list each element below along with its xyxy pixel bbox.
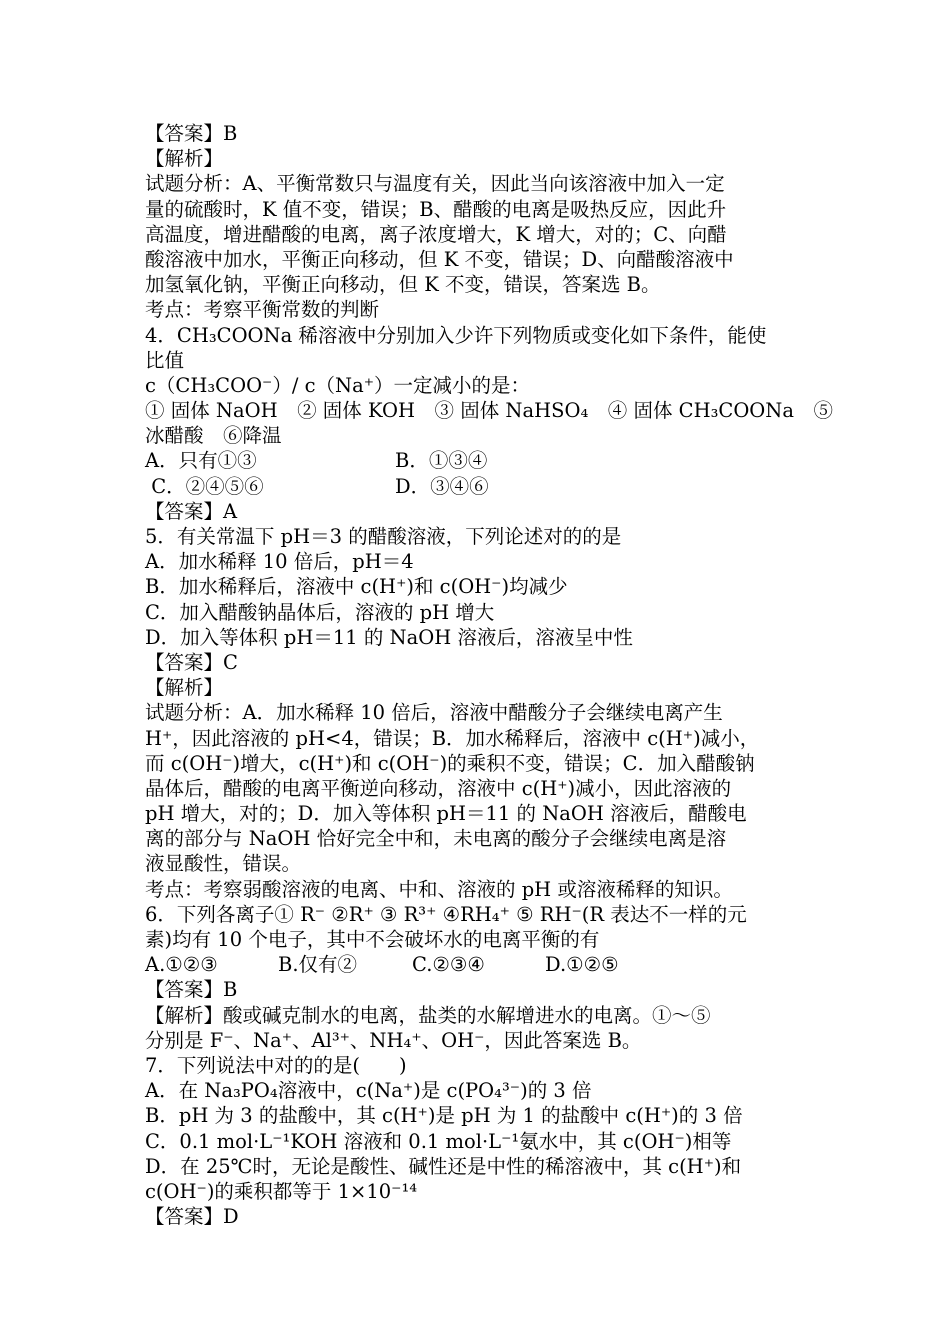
option-a: A．在 Na₃PO₄溶液中，c(Na⁺)是 c(PO₄³⁻)的 3 倍 <box>145 1079 592 1103</box>
answer-label: 【答案】B <box>145 978 238 1002</box>
text-line: 加氢氧化钠，平衡正向移动，但 K 不变，错误，答案选 B。 <box>145 273 661 297</box>
text-line: 比值 <box>145 348 185 372</box>
option-c: C．②④⑤⑥ <box>145 474 264 498</box>
knowledge-point: 考点：考察弱酸溶液的电离、中和、溶液的 pH 或溶液稀释的知识。 <box>145 877 733 901</box>
option-c: C.②③④ <box>412 953 485 977</box>
answer-label: 【答案】A <box>145 499 238 523</box>
text-line: 分别是 F⁻、Na⁺、Al³⁺、NH₄⁺、OH⁻，因此答案选 B。 <box>145 1028 642 1052</box>
text-line: 液显酸性，错误。 <box>145 852 302 876</box>
option-b: B．pH 为 3 的盐酸中，其 c(H⁺)是 pH 为 1 的盐酸中 c(H⁺)的 3 倍 <box>145 1104 743 1128</box>
analysis-line: 【解析】酸或碱克制水的电离，盐类的水解增进水的电离。①～⑤ <box>145 1003 711 1027</box>
text-line: H⁺，因此溶液的 pH<4，错误；B．加水稀释后，溶液中 c(H⁺)减小， <box>145 726 760 750</box>
q4-options-row-2 <box>145 474 815 499</box>
q4-options-row-1 <box>145 448 815 473</box>
question-4: 4．CH₃COONa 稀溶液中分别加入少许下列物质或变化如下条件，能使 <box>145 323 767 347</box>
option-d: D．③④⑥ <box>395 474 489 498</box>
text-line: 酸溶液中加水，平衡正向移动，但 K 不变，错误；D、向醋酸溶液中 <box>145 247 734 271</box>
text-line: 离的部分与 NaOH 恰好完全中和，未电离的酸分子会继续电离是溶 <box>145 827 727 851</box>
option-d: D．加入等体积 pH＝11 的 NaOH 溶液后，溶液呈中性 <box>145 625 633 649</box>
analysis-label: 【解析】 <box>145 147 224 171</box>
option-c: C．加入醋酸钠晶体后，溶液的 pH 增大 <box>145 600 495 624</box>
text-line: 试题分析：A、平衡常数只与温度有关，因此当向该溶液中加入一定 <box>145 172 725 196</box>
option-d: D．在 25℃时，无论是酸性、碱性还是中性的稀溶液中，其 c(H⁺)和 <box>145 1154 742 1178</box>
option-b: B．①③④ <box>395 449 488 473</box>
text-line: ① 固体 NaOH ② 固体 KOH ③ 固体 NaHSO₄ ④ 固体 CH₃COONa ⑤ <box>145 399 833 423</box>
question-7: 7．下列说法中对的的是( ) <box>145 1053 407 1077</box>
text-line: 晶体后，醋酸的电离平衡逆向移动，溶液中 c(H⁺)减小，因此溶液的 <box>145 776 732 800</box>
text-line: c(OH⁻)的乘积都等于 1×10⁻¹⁴ <box>145 1179 418 1203</box>
question-6: 6．下列各离子① R⁻ ②R⁺ ③ R³⁺ ④RH₄⁺ ⑤ RH⁻(R 表达不一样的元 <box>145 902 747 926</box>
text-line: 素)均有 10 个电子，其中不会破坏水的电离平衡的有 <box>145 928 600 951</box>
text-line: 量的硫酸时，K 值不变，错误；B、醋酸的电离是吸热反应，因此升 <box>145 197 727 221</box>
option-a: A．加水稀释 10 倍后，pH＝4 <box>145 550 414 574</box>
analysis-label: 【解析】 <box>145 676 224 700</box>
q6-options-row <box>145 952 815 977</box>
document-body <box>145 121 833 1229</box>
option-b: B．加水稀释后，溶液中 c(H⁺)和 c(OH⁻)均减少 <box>145 575 568 599</box>
knowledge-point: 考点：考察平衡常数的判断 <box>145 298 380 322</box>
answer-label: 【答案】D <box>145 1205 239 1229</box>
question-5: 5．有关常温下 pH＝3 的醋酸溶液，下列论述对的的是 <box>145 525 622 548</box>
text-line: 冰醋酸 ⑥降温 <box>145 424 282 448</box>
option-a: A．只有①③ <box>145 449 257 473</box>
option-c: C．0.1 mol·L⁻¹KOH 溶液和 0.1 mol·L⁻¹氨水中，其 c(OH⁻)相等 <box>145 1129 732 1153</box>
option-a: A.①②③ <box>145 953 218 977</box>
option-d: D.①②⑤ <box>545 953 619 977</box>
text-line: 试题分析：A．加水稀释 10 倍后，溶液中醋酸分子会继续电离产生 <box>145 701 723 725</box>
text-line: c（CH₃COO⁻）/ c（Na⁺）一定减小的是： <box>145 373 531 397</box>
answer-label: 【答案】B <box>145 122 238 145</box>
text-line: 高温度，增进醋酸的电离，离子浓度增大，K 增大，对的；C、向醋 <box>145 222 727 246</box>
option-b: B.仅有② <box>278 953 358 977</box>
answer-label: 【答案】C <box>145 650 238 674</box>
text-line: 而 c(OH⁻)增大，c(H⁺)和 c(OH⁻)的乘积不变，错误；C．加入醋酸钠 <box>145 751 755 775</box>
text-line: pH 增大，对的；D．加入等体积 pH＝11 的 NaOH 溶液后，醋酸电 <box>145 802 747 826</box>
